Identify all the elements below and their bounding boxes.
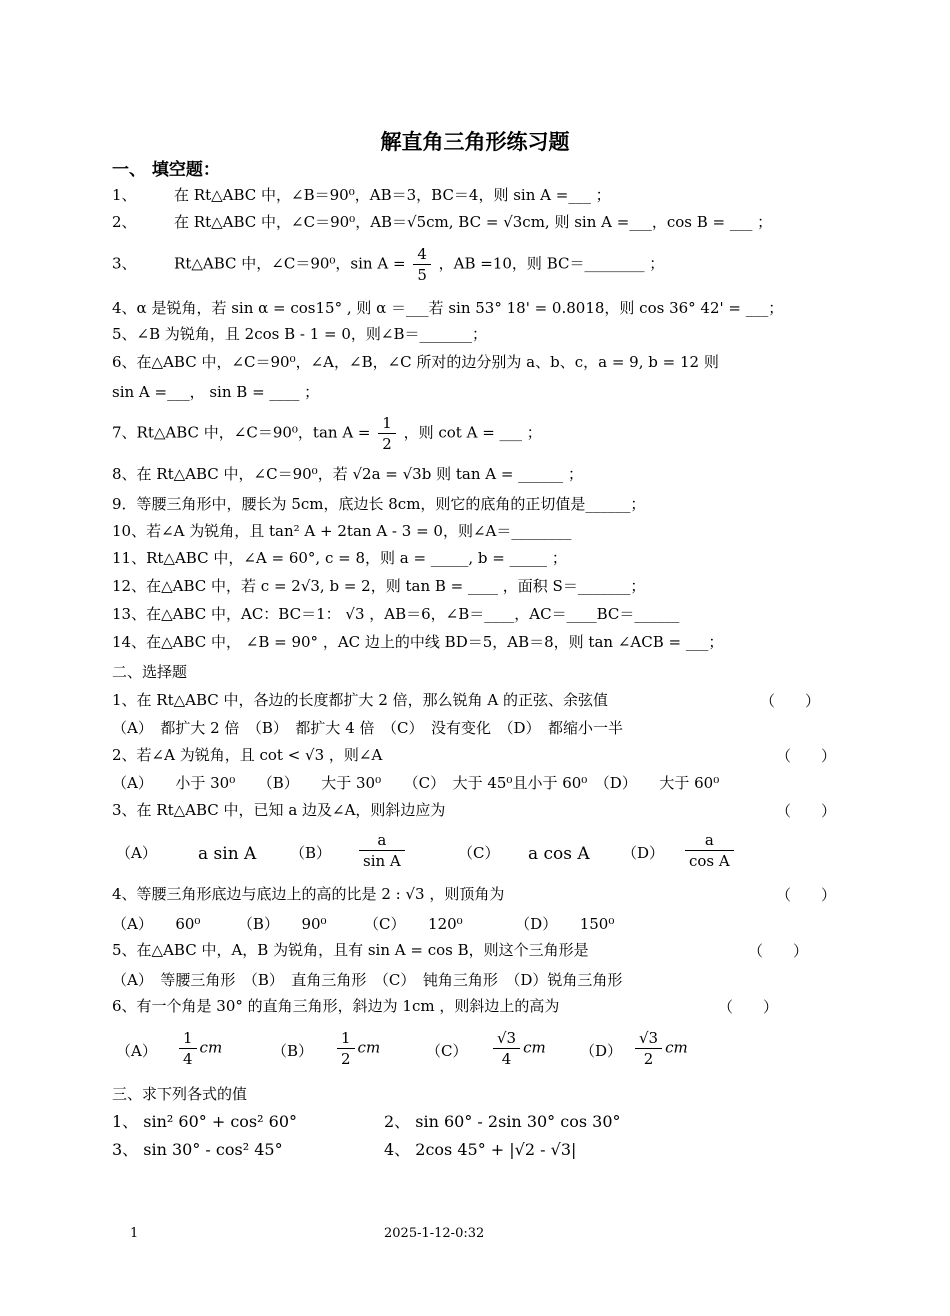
answer-paren: （ ） bbox=[776, 886, 837, 904]
fraction-denominator: cos A bbox=[689, 852, 730, 870]
option-c-label: （C） bbox=[426, 1042, 468, 1060]
fraction-denominator: 4 bbox=[183, 1050, 193, 1068]
fraction-denominator: 2 bbox=[341, 1050, 351, 1068]
unit-label: cm bbox=[357, 1038, 381, 1057]
choice-options-2: （A） 小于 30⁰ （B） 大于 30⁰ （C） 大于 45⁰且小于 60⁰ （D） 大于 60⁰ bbox=[112, 774, 720, 792]
answer-paren: （ ） bbox=[718, 998, 779, 1016]
choice-question-5: 5、在△ABC 中，A，B 为锐角，且有 sin A = cos B，则这个三角形是 bbox=[112, 941, 589, 959]
compute-item-1: 1、 sin² 60° + cos² 60° bbox=[112, 1112, 298, 1131]
answer-paren: （ ） bbox=[776, 747, 837, 765]
fill-question-2: 2、 在 Rt△ABC 中，∠C＝90⁰，AB＝√5cm, BC = √3cm, 则 sin A =___，cos B = ___ ； bbox=[112, 213, 773, 231]
option-b-label: （B） bbox=[272, 1042, 314, 1060]
fill-question-6-cont: sin A =___， sin B = ____ ； bbox=[112, 383, 320, 401]
option-c-value: a cos A bbox=[528, 844, 590, 864]
fill-question-6: 6、在△ABC 中，∠C＝90⁰，∠A，∠B，∠C 所对的边分别为 a、b、c，a = 9, b = 12 则 bbox=[112, 353, 719, 371]
unit-label: cm bbox=[199, 1038, 223, 1057]
option-a-fraction bbox=[176, 1028, 222, 1069]
fraction-numerator: a bbox=[359, 830, 405, 851]
fraction-numerator: 1 bbox=[179, 1028, 197, 1049]
choice-question-6: 6、有一个角是 30° 的直角三角形，斜边为 1cm ，则斜边上的高为 bbox=[112, 997, 560, 1015]
choice-question-4: 4、等腰三角形底边与底边上的高的比是 2 : √3 ，则顶角为 bbox=[112, 885, 505, 903]
fill-question-11: 11、Rt△ABC 中，∠A = 60°, c = 8，则 a = _____, b = _____ ； bbox=[112, 549, 567, 567]
section-fill-blank-heading: 一、 填空题： bbox=[112, 160, 220, 180]
fraction-denominator: 2 bbox=[643, 1050, 654, 1068]
fraction-1-2 bbox=[378, 413, 396, 454]
fill-question-3-part1: 3、 Rt△ABC 中，∠C＝90⁰，sin A = bbox=[112, 254, 406, 273]
fill-question-8: 8、在 Rt△ABC 中，∠C＝90⁰，若 √2a = √3b 则 tan A = ______ ； bbox=[112, 465, 583, 483]
fill-question-3-part2: ，AB =10，则 BC＝________ ； bbox=[438, 254, 665, 273]
answer-paren: （ ） bbox=[760, 692, 821, 710]
fraction-denominator: 2 bbox=[382, 435, 392, 453]
fraction-numerator: a bbox=[685, 830, 734, 851]
unit-label: cm bbox=[523, 1038, 546, 1057]
fill-question-1: 1、 在 Rt△ABC 中，∠B＝90⁰，AB＝3，BC＝4，则 sin A =___ ； bbox=[112, 186, 611, 204]
fill-question-3 bbox=[112, 244, 664, 285]
compute-item-4: 4、 2cos 45° + |√2 - √3| bbox=[384, 1140, 577, 1159]
choice-options-1: （A） 都扩大 2 倍 （B） 都扩大 4 倍 （C） 没有变化 （D） 都缩小一半 bbox=[112, 719, 624, 737]
fraction-denominator: sin A bbox=[363, 852, 401, 870]
choice-question-1: 1、在 Rt△ABC 中，各边的长度都扩大 2 倍，那么锐角 A 的正弦、余弦值 bbox=[112, 691, 608, 709]
compute-item-3: 3、 sin 30° - cos² 45° bbox=[112, 1140, 283, 1159]
option-b-fraction bbox=[356, 830, 408, 871]
fill-question-12: 12、在△ABC 中，若 c = 2√3, b = 2，则 tan B = ____ ，面积 S＝_______； bbox=[112, 577, 646, 595]
fill-question-9: 9．等腰三角形中，腰长为 5cm，底边长 8cm，则它的底角的正切值是______； bbox=[112, 495, 646, 513]
choice-options-4: （A） 60⁰ （B） 90⁰ （C） 120⁰ （D） 150⁰ bbox=[112, 915, 615, 933]
fraction-numerator: 4 bbox=[413, 244, 431, 265]
unit-label: cm bbox=[665, 1038, 688, 1057]
option-d-fraction bbox=[682, 830, 737, 871]
fill-question-4: 4、α 是锐角，若 sin α = cos15° , 则 α ＝___若 sin 53° 18' = 0.8018，则 cos 36° 42' = ___； bbox=[112, 299, 784, 317]
fraction-numerator: √3 bbox=[635, 1028, 662, 1049]
fill-question-5: 5、∠B 为锐角，且 2cos B - 1 = 0，则∠B＝_______； bbox=[112, 325, 488, 343]
choice-question-3: 3、在 Rt△ABC 中，已知 a 边及∠A，则斜边应为 bbox=[112, 801, 446, 819]
option-b-fraction bbox=[334, 1028, 380, 1069]
page-title: 解直角三角形练习题 bbox=[380, 130, 570, 154]
fill-question-13: 13、在△ABC 中，AC：BC＝1： √3 ，AB＝6，∠B＝____，AC＝____BC＝______ bbox=[112, 605, 680, 623]
fill-question-7-part2: ，则 cot A = ___ ； bbox=[403, 423, 542, 442]
fill-question-7 bbox=[112, 413, 542, 454]
option-a-value: a sin A bbox=[198, 844, 257, 864]
fraction-numerator: 1 bbox=[337, 1028, 355, 1049]
option-b-label: （B） bbox=[290, 844, 332, 862]
fill-question-7-part1: 7、Rt△ABC 中，∠C＝90⁰，tan A = bbox=[112, 423, 371, 442]
fraction-denominator: 4 bbox=[501, 1050, 512, 1068]
choice-options-5: （A） 等腰三角形 （B） 直角三角形 （C） 钝角三角形 （D）锐角三角形 bbox=[112, 971, 623, 989]
option-c-fraction bbox=[490, 1028, 546, 1069]
option-c-label: （C） bbox=[458, 844, 500, 862]
option-a-label: （A） bbox=[116, 1042, 157, 1060]
answer-paren: （ ） bbox=[776, 802, 837, 820]
section-compute-heading: 三、求下列各式的值 bbox=[112, 1085, 248, 1103]
fraction-numerator: √3 bbox=[493, 1028, 520, 1049]
fraction-denominator: 5 bbox=[417, 266, 427, 284]
fraction-numerator: 1 bbox=[378, 413, 396, 434]
fill-question-10: 10、若∠A 为锐角，且 tan² A + 2tan A - 3 = 0，则∠A＝________ bbox=[112, 522, 572, 540]
fill-question-14: 14、在△ABC 中， ∠B = 90° ，AC 边上的中线 BD＝5，AB＝8，则 tan ∠ACB = ___； bbox=[112, 633, 724, 651]
compute-item-2: 2、 sin 60° - 2sin 30° cos 30° bbox=[384, 1112, 621, 1131]
choice-question-2: 2、若∠A 为锐角，且 cot < √3 ，则∠A bbox=[112, 746, 383, 764]
option-a-label: （A） bbox=[116, 844, 157, 862]
fraction-4-5 bbox=[413, 244, 431, 285]
option-d-label: （D） bbox=[580, 1042, 623, 1060]
section-choice-heading: 二、选择题 bbox=[112, 663, 188, 681]
option-d-label: （D） bbox=[622, 844, 665, 862]
option-d-fraction bbox=[632, 1028, 688, 1069]
answer-paren: （ ） bbox=[748, 942, 809, 960]
footer-date: 2025-1-12-0:32 bbox=[384, 1226, 485, 1241]
page-number: 1 bbox=[130, 1226, 139, 1241]
